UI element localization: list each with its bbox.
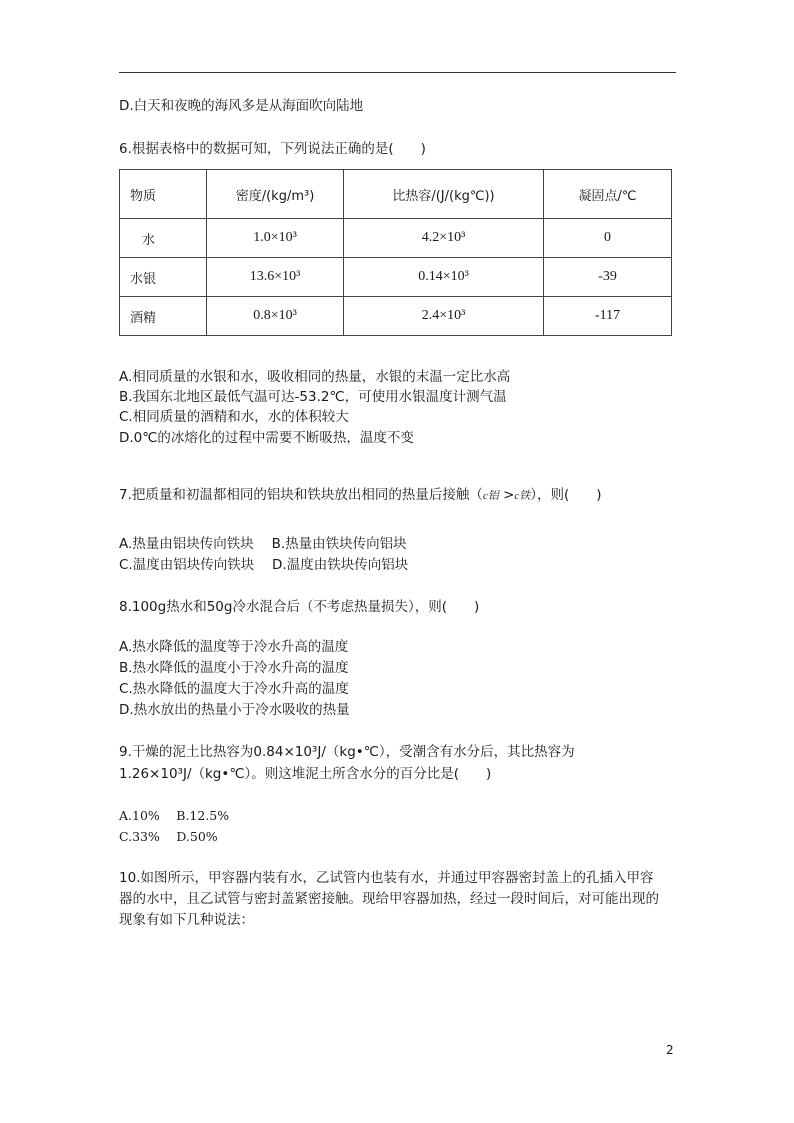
question-7-stem	[119, 485, 602, 506]
cell-freezing-point: 0	[544, 219, 672, 258]
options-9-line2: C.33% D.50%	[119, 829, 218, 844]
option-6b: B.我国东北地区最低气温可达-53.2℃，可使用水银温度计测气温	[119, 389, 507, 405]
question-9-stem-line1: 9.干燥的泥土比热容为0.84×10³J/（kg•℃），受潮含有水分后，其比热容为	[119, 744, 575, 760]
c-aluminum: c铝	[482, 490, 499, 502]
cell-substance: 水	[120, 219, 207, 258]
question-9-stem-line2: 1.26×10³J/（kg•℃）。则这堆泥土所含水分的百分比是( )	[119, 766, 492, 782]
cell-density: 1.0×10³	[207, 219, 344, 258]
option-6a: A.相同质量的水银和水，吸收相同的热量，水银的末温一定比水高	[119, 369, 511, 385]
table-header-row	[120, 170, 672, 219]
table-row	[120, 297, 672, 336]
option-8c: C.热水降低的温度大于冷水升高的温度	[119, 681, 349, 697]
cell-specific-heat: 0.14×10³	[344, 258, 544, 297]
stem-text: ），则( )	[530, 487, 602, 503]
cell-density: 0.8×10³	[207, 297, 344, 336]
c-iron: c铁	[514, 490, 531, 502]
question-10-line2: 器的水中，且乙试管与密封盖紧密接触。现给甲容器加热，经过一段时间后，对可能出现的	[119, 891, 659, 907]
header-freezing-point: 凝固点/℃	[544, 170, 672, 219]
cell-substance: 酒精	[120, 297, 207, 336]
question-10-line3: 现象有如下几种说法：	[119, 912, 254, 928]
options-7-line2: C.温度由铝块传向铁块 D.温度由铁块传向铝块	[119, 557, 409, 573]
header-density: 密度/(kg/m³)	[207, 170, 344, 219]
header-specific-heat: 比热容/(J/(kg℃))	[344, 170, 544, 219]
properties-table	[119, 169, 672, 336]
header-substance: 物质	[120, 170, 207, 219]
stem-text: 7.把质量和初温都相同的铝块和铁块放出相同的热量后接触（	[119, 487, 483, 503]
question-10-line1: 10.如图所示，甲容器内装有水，乙试管内也装有水，并通过甲容器密封盖上的孔插入甲容	[119, 870, 654, 886]
cell-freezing-point: -39	[544, 258, 672, 297]
option-6c: C.相同质量的酒精和水，水的体积较大	[119, 409, 349, 425]
cell-specific-heat: 4.2×10³	[344, 219, 544, 258]
cell-substance: 水银	[120, 258, 207, 297]
header-rule	[119, 72, 676, 73]
option-8d: D.热水放出的热量小于冷水吸收的热量	[119, 702, 350, 718]
option-8b: B.热水降低的温度小于冷水升高的温度	[119, 660, 349, 676]
options-7-line1: A.热量由铝块传向铁块 B.热量由铁块传向铝块	[119, 536, 407, 552]
question-6-stem: 6.根据表格中的数据可知，下列说法正确的是( )	[119, 141, 426, 157]
option-5d: D.白天和夜晚的海风多是从海面吹向陆地	[119, 98, 364, 114]
table-row	[120, 258, 672, 297]
cell-density: 13.6×10³	[207, 258, 344, 297]
page-number: 2	[666, 1043, 674, 1057]
cell-freezing-point: -117	[544, 297, 672, 336]
cell-specific-heat: 2.4×10³	[344, 297, 544, 336]
greater-than: >	[503, 487, 515, 503]
options-9-line1: A.10% B.12.5%	[119, 808, 230, 823]
option-8a: A.热水降低的温度等于冷水升高的温度	[119, 639, 349, 655]
option-6d: D.0℃的冰熔化的过程中需要不断吸热，温度不变	[119, 430, 414, 446]
table-row	[120, 219, 672, 258]
question-8-stem: 8.100g热水和50g冷水混合后（不考虑热量损失），则( )	[119, 599, 480, 615]
